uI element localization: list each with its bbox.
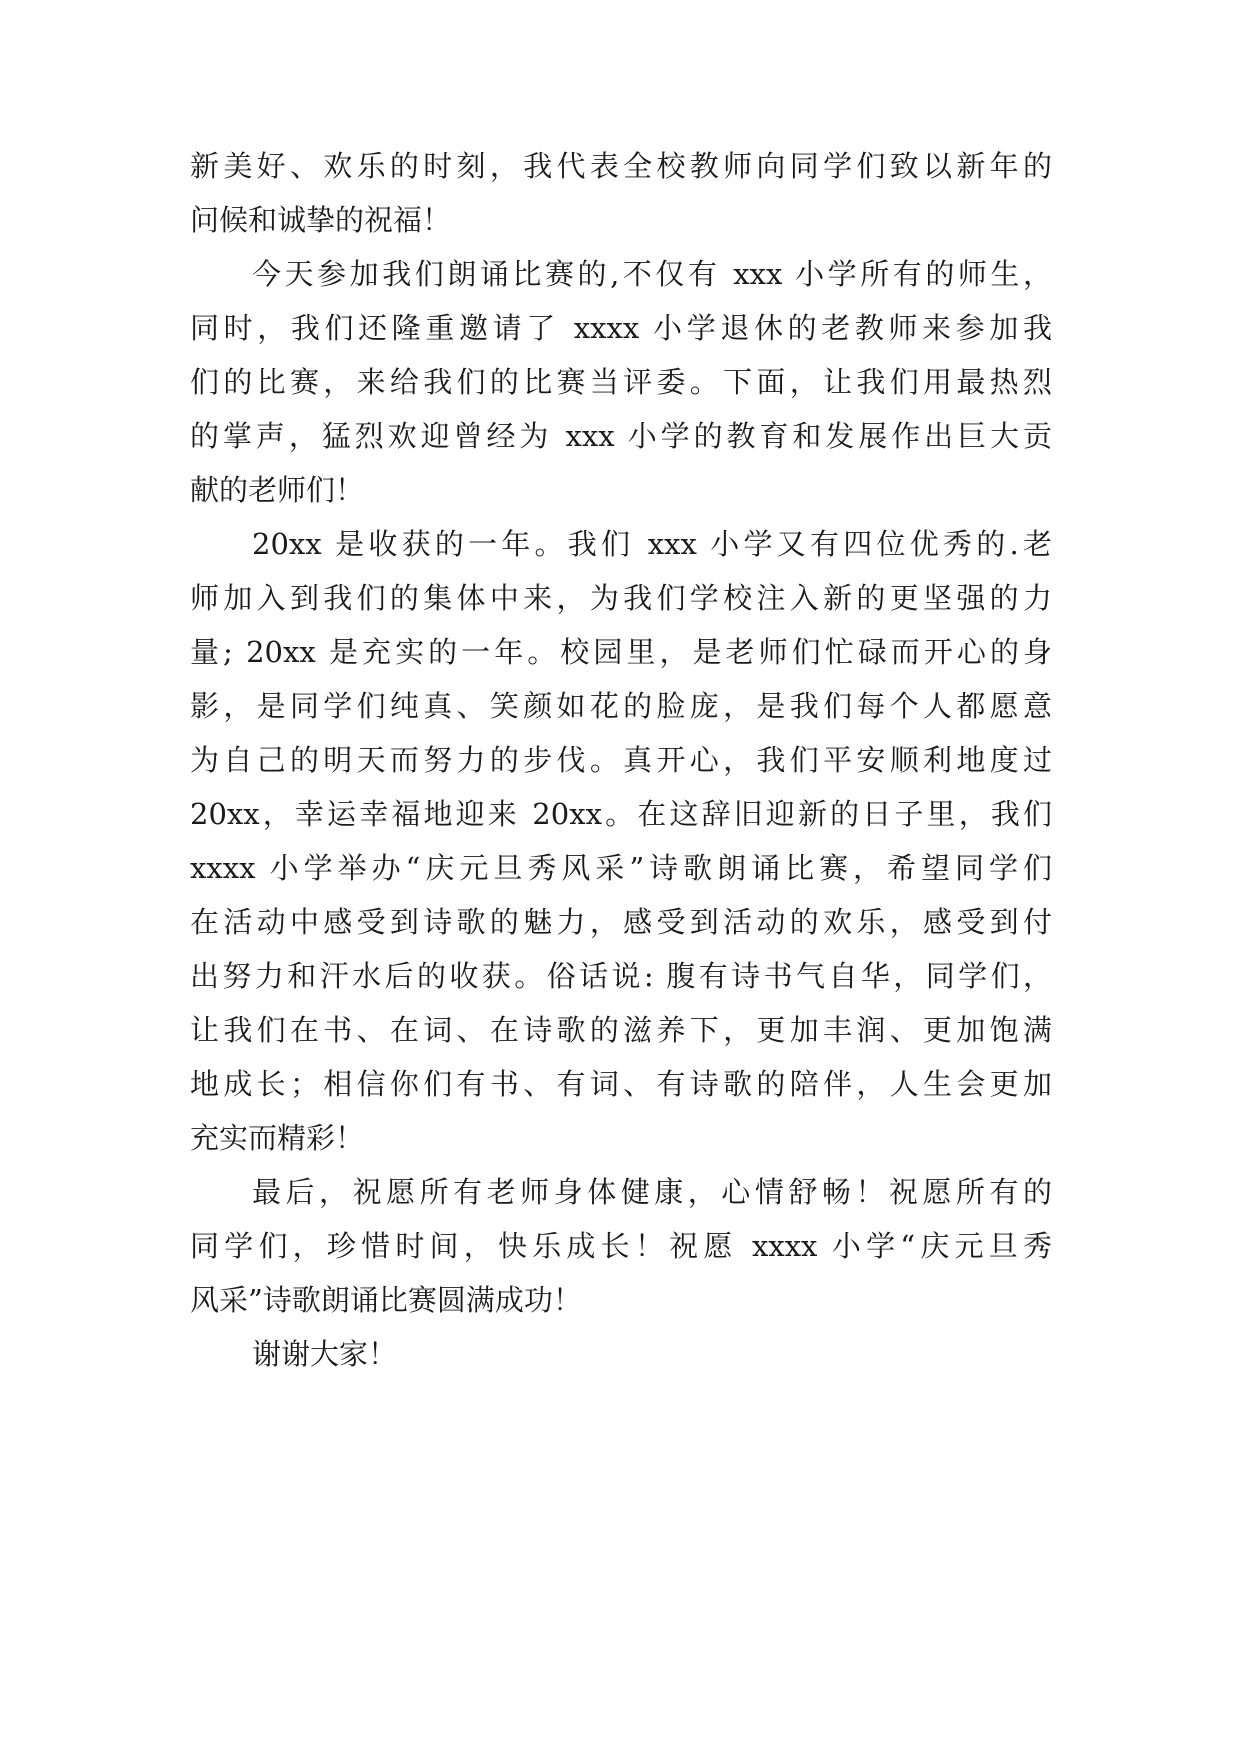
- text-line: 问候和诚挚的祝福！: [190, 203, 452, 237]
- text-line: 充实而精彩！: [190, 1121, 365, 1155]
- text-line: 让我们在书、在词、在诗歌的滋养下，更加丰润、更加饱满: [190, 1013, 1052, 1047]
- text-line: 地成长；相信你们有书、有词、有诗歌的陪伴，人生会更加: [190, 1067, 1052, 1101]
- text-line: 风采”诗歌朗诵比赛圆满成功！: [190, 1283, 582, 1317]
- text-line: 为自己的明天而努力的步伐。真开心，我们平安顺利地度过: [190, 743, 1052, 777]
- text-line: 献的老师们！: [190, 473, 365, 507]
- text-line: 量; 20xx 是充实的一年。校园里，是老师们忙碌而开心的身: [190, 635, 1052, 669]
- text-line: 同学们，珍惜时间，快乐成长！祝愿 xxxx 小学“庆元旦秀: [190, 1229, 1052, 1263]
- text-line: 们的比赛，来给我们的比赛当评委。下面，让我们用最热烈: [190, 365, 1052, 399]
- closing-line: 谢谢大家！: [252, 1337, 398, 1371]
- text-line: 的掌声，猛烈欢迎曾经为 xxx 小学的教育和发展作出巨大贡: [190, 419, 1052, 453]
- text-line: 在活动中感受到诗歌的魅力，感受到活动的欢乐，感受到付: [190, 905, 1052, 939]
- paragraph-first-line: 最后，祝愿所有老师身体健康，心情舒畅！祝愿所有的: [252, 1175, 1052, 1209]
- text-line: 新美好、欢乐的时刻，我代表全校教师向同学们致以新年的: [190, 149, 1052, 183]
- text-line: 影，是同学们纯真、笑颜如花的脸庞，是我们每个人都愿意: [190, 689, 1052, 723]
- text-line: 同时，我们还隆重邀请了 xxxx 小学退休的老教师来参加我: [190, 311, 1052, 345]
- paragraph-first-line: 20xx 是收获的一年。我们 xxx 小学又有四位优秀的.老: [252, 527, 1052, 561]
- text-line: 出努力和汗水后的收获。俗话说: 腹有诗书气自华，同学们，: [190, 959, 1052, 993]
- text-line: 20xx，幸运幸福地迎来 20xx。在这辞旧迎新的日子里，我们: [190, 797, 1052, 831]
- text-line: 师加入到我们的集体中来，为我们学校注入新的更坚强的力: [190, 581, 1052, 615]
- text-line: xxxx 小学举办“庆元旦秀风采”诗歌朗诵比赛，希望同学们: [190, 851, 1052, 885]
- paragraph-first-line: 今天参加我们朗诵比赛的,不仅有 xxx 小学所有的师生，: [252, 257, 1052, 291]
